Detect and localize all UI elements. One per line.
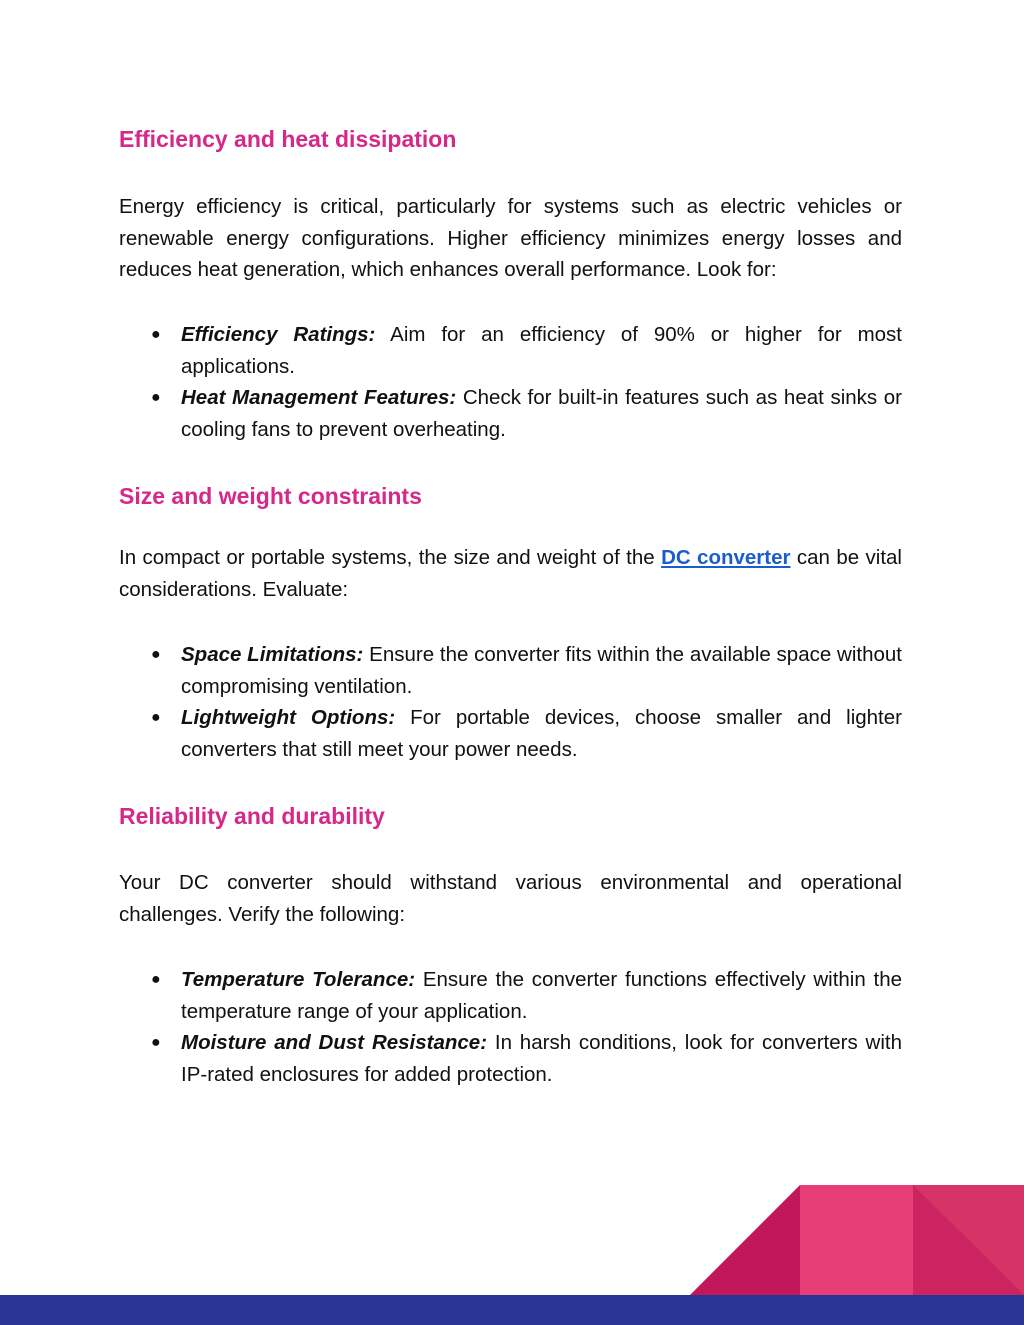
section-paragraph	[119, 542, 902, 605]
section-heading: Efficiency and heat dissipation	[119, 126, 457, 152]
section-heading: Size and weight constraints	[119, 483, 422, 509]
bullet-icon: ●	[151, 326, 161, 343]
list-item-term: Lightweight Options:	[181, 706, 396, 730]
list-item	[119, 382, 902, 445]
list-item-term: Space Limitations:	[181, 643, 364, 666]
list-item-text: Aim for an efficiency of 90% or higher for most applications.	[181, 323, 903, 378]
corner-decoration	[690, 1185, 1024, 1295]
decor-block-middle	[800, 1185, 913, 1295]
list-item	[119, 964, 902, 1027]
bullet-list	[119, 964, 902, 1090]
list-item-term: Moisture and Dust Resistance:	[181, 1031, 488, 1055]
bullet-icon: ●	[151, 646, 161, 663]
footer-bar	[0, 1295, 1024, 1325]
list-item	[119, 1027, 902, 1090]
section-heading: Reliability and durability	[119, 803, 385, 829]
list-item-text: Ensure the converter functions effectively within the temperature range of your application.	[181, 968, 903, 1023]
decor-triangle-left	[690, 1185, 800, 1295]
bullet-icon: ●	[151, 971, 161, 988]
bullet-list	[119, 639, 902, 765]
dc-converter-link[interactable]: DC converter	[661, 546, 791, 569]
list-item-text: In harsh conditions, look for converters with IP-rated enclosures for added protection.	[181, 1031, 902, 1086]
paragraph-text: can be vital considerations. Evaluate:	[119, 546, 902, 601]
bullet-icon: ●	[151, 389, 161, 407]
paragraph-text: In compact or portable systems, the size and weight of the	[119, 546, 662, 569]
list-item-text: Ensure the converter fits within the available space without compromising ventilation.	[181, 643, 902, 698]
list-item-term: Efficiency Ratings:	[181, 323, 376, 346]
section-paragraph: Your DC converter should withstand various environmental and operational challenges. Verify the following:	[119, 871, 902, 926]
bullet-list	[119, 319, 902, 445]
list-item-text: For portable devices, choose smaller and lighter converters that still meet your power needs.	[181, 706, 902, 761]
list-item	[119, 639, 902, 702]
list-item-text: Check for built-in features such as heat sinks or cooling fans to prevent overheating.	[181, 386, 902, 441]
section-paragraph: Energy efficiency is critical, particularly for systems such as electric vehicles or renewable energy configurations. Higher efficiency minimizes energy losses and reduces heat generation, which enhances overall performance. Look for:	[119, 195, 902, 282]
list-item-term: Heat Management Features:	[181, 386, 457, 410]
bullet-icon: ●	[151, 709, 161, 727]
bullet-icon: ●	[151, 1034, 161, 1052]
list-item	[119, 319, 902, 382]
list-item	[119, 702, 902, 765]
list-item-term: Temperature Tolerance:	[181, 968, 416, 991]
